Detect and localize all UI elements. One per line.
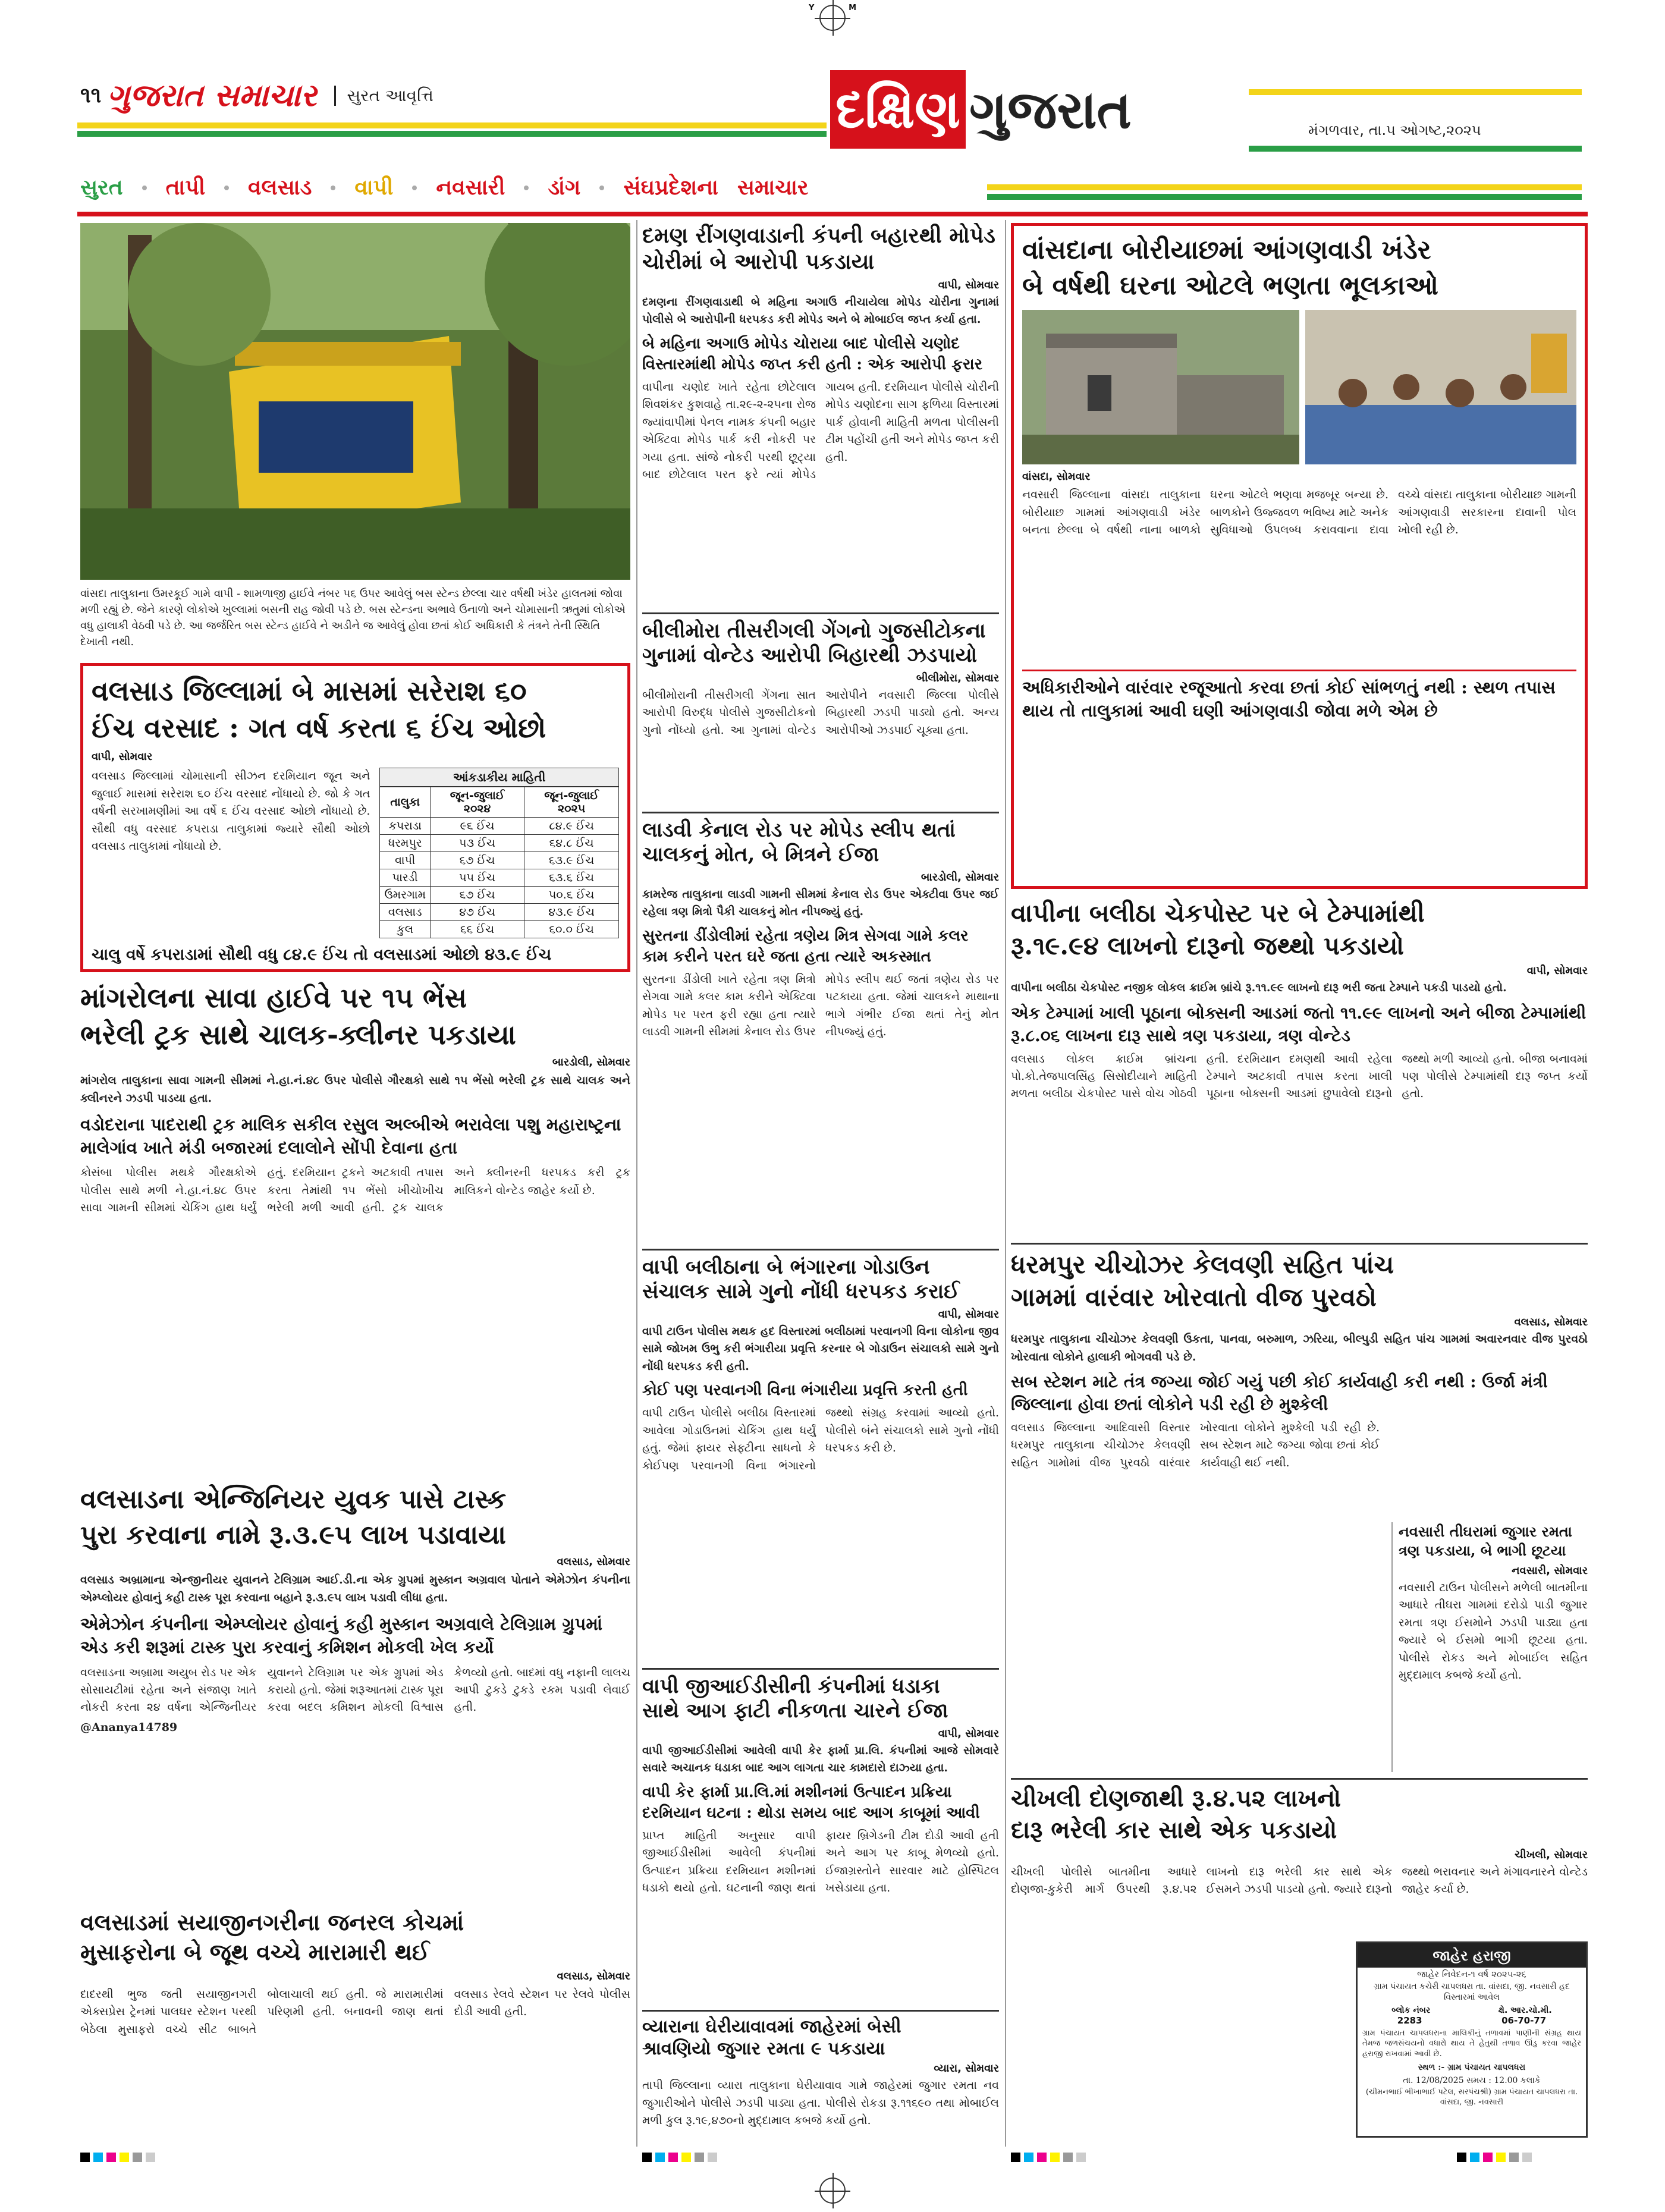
newspaper-logo: ગુજરાત સમાચાર: [107, 77, 317, 114]
anganwadi-photo-children: [1305, 310, 1576, 464]
mangrol-headline-1: માંગરોલના સાવા હાઈવે પર ૧૫ ભેંસ: [80, 982, 467, 1014]
mangrol-lead: માંગરોલ તાલુકાના સાવા ગામની સીમમાં ને.હા.નં.૪૮ ઉપર પોલીસે ગૌરક્ષકો સાથે ૧૫ ભેંસો ભરેલી ટ્રક સાથે ચાલક અને ક્લીનરને ઝડપી પાડયા હતા.: [80, 1074, 630, 1105]
mangrol-subhead: વડોદરાના પાદરાથી ટ્રક માલિક સકીલ રસુલ અલ્બીએ ભરાવેલા પશુ મહારાષ્ટ્રના માલેગાંવ ખાતે મંડી બજારમાં દલાલોને સોંપી દેવાના હતા: [80, 1114, 621, 1158]
vapi-godown-subhead: કોઈ પણ પરવાનગી વિના ભંગારીયા પ્રવૃત્તિ કરતી હતી: [642, 1381, 968, 1400]
nav-item-dang[interactable]: ડાંગ: [548, 175, 581, 200]
chikhli-byline: ચીખલી, સોમવાર: [1515, 1848, 1588, 1861]
valsad-task-story: [80, 1484, 630, 1900]
vapi-godown-headline-1: વાપી બલીઠાના બે ભંગારના ગોડાઉન: [642, 1255, 930, 1279]
gidc-blast-subhead: વાપી કેર ફાર્મા પ્રા.લિ.માં મશીનમાં ઉત્પાદન પ્રક્રિયા દરમિયાન ઘટના : થોડા સમય બાદ આગ કાબૂમાં આવી: [642, 1783, 980, 1822]
vapi-godown-lead: વાપી ટાઉન પોલીસ મથક હદ વિસ્તારમાં બલીઠામાં પરવાનગી વિના લોકોના જીવ સામે જોખમ ઉભુ કરી ભંગારીયા પ્રવૃત્તિ કરનાર બે ગોડાઉન સંચાલકો સામે ગુનો નોંધી ધરપકડ કરી હતી.: [642, 1324, 999, 1373]
color-bar-left: [80, 2153, 155, 2162]
auction-notice: [1356, 1941, 1588, 2138]
vyara-gambling-story: [642, 2010, 999, 2129]
nav-item-news[interactable]: સમાચાર: [737, 175, 809, 200]
auction-col2: ક્ષે. આર.ચો.મી.: [1498, 2005, 1552, 2015]
top-rule-red: [77, 212, 1588, 216]
auction-place: સ્થળ :- ગ્રામ પંચાયત ચાપલધરા: [1418, 2063, 1526, 2073]
gidc-blast-body: પ્રાપ્ત માહિતી અનુસાર વાપી જીઆઈડીસીમાં આવેલી કંપનીમાં ઉત્પાદન પ્રક્રિયા દરમિયાન મશીનમાં ધડાકો થયો હતો. ઘટનાની જાણ થતાં ફાયર બ્રિગેડની ટીમ દોડી આવી હતી અને આગ પર કાબૂ મેળવ્યો હતો. ઈજાગ્રસ્તોને સારવાર માટે હોસ્પિટલ ખસેડાયા હતા.: [642, 1829, 999, 1895]
section-title: ગુજરાત: [969, 78, 1132, 140]
anganwadi-story-box: [1011, 223, 1588, 889]
nav-rule-green: [987, 194, 1582, 200]
table-row: વાપી ૬૭ ઈંચ ૬૩.૯ ઈંચ: [380, 852, 619, 869]
nav-separator: [412, 186, 417, 190]
daman-moped-byline: વાપી, સોમવાર: [938, 278, 999, 291]
mangrol-body: કોસંબા પોલીસ મથકે ગૌરક્ષકોએ પોલીસ સાથે મળી ને.હા.નં.૪૮ ઉપર સાવા ગામની સીમમાં ચેકિંગ હાથ ધર્યું હતું. દરમિયાન ટ્રકને અટકાવી તપાસ કરતા તેમાંથી ૧૫ ભેંસો ખીચોખીચ ભરેલી મળી આવી હતી. ટ્રક ચાલક અને ક્લીનરની ધરપકડ કરી ટ્રક માલિકને વોન્ટેડ જાહેર કર્યો છે.: [80, 1166, 630, 1215]
dharampur-headline-1: ધરમપુર ચીચોઝર કેલવણી સહિત પાંચ: [1011, 1250, 1394, 1279]
nav-item-surat[interactable]: સુરત: [80, 175, 123, 200]
table-row: વલસાડ ૪૭ ઈંચ ૪૩.૯ ઈંચ: [380, 904, 619, 921]
daman-moped-lead: દમણના રીંગણવાડાથી બે મહિના અગાઉ નીચાયેલા મોપેડ ચોરીના ગુનામાં પોલીસે બે આરોપીની ધરપકડ કરી મોપેડ અને બે મોબાઈલ જપ્ત કર્યા હતા.: [642, 295, 999, 326]
gidc-blast-story: [642, 1668, 999, 2007]
masthead-rule-yellow-right: [1249, 89, 1582, 95]
bilimora-byline: બીલીમોરા, સોમવાર: [916, 671, 999, 684]
masthead-rule-yellow: [77, 122, 827, 128]
ladvi-headline: લાડવી કેનાલ રોડ પર મોપેડ સ્લીપ થતાં ચાલકનું મોત, બે મિત્રને ઈજા: [642, 818, 956, 867]
bilimora-body: બીલીમોરાની તીસરીગલી ગેંગના સાત આરોપી વિરુદ્ધ પોલીસે ગુજસીટોકનો ગુનો નોંધ્યો હતો. આ ગુનામાં વોન્ટેડ આરોપીને નવસારી જિલ્લા પોલીસે બિહારથી ઝડપી પાડ્યો હતો. અન્ય આરોપીઓ ઝડપાઈ ચૂક્યા હતા.: [642, 688, 999, 737]
dharampur-byline: વલસાડ, સોમવાર: [1514, 1316, 1588, 1329]
rain-table: [379, 768, 619, 938]
auction-body: ગ્રામ પંચાયત ચાપલધરાના માલિકીનું તળાવમાં પાણીની સંગ્રહ થાય તેમજ જળસંચયનો વધારો થાય તે હેતુથી તળાવ ઊંડુ કરવા જાહેર હરાજી રાખવામાં આવી છે.: [1362, 2028, 1581, 2059]
bus-stand-image: [80, 223, 630, 580]
registration-letters-top: Y M: [809, 4, 856, 12]
rain-headline-1: વલસાડ જિલ્લામાં બે માસમાં સરેરાશ ૬૦: [92, 675, 527, 707]
nav-separator: [331, 186, 335, 190]
chikhli-headline-2: દારૂ ભરેલી કાર સાથે એક પકડાયો: [1011, 1815, 1337, 1844]
ladvi-story: [642, 812, 999, 1246]
bus-fight-story: [80, 1909, 630, 2123]
rain-table-caption: આંકડાકીય માહિતી: [379, 768, 619, 787]
rain-footer: ચાલુ વર્ષે કપરાડામાં સૌથી વધુ ૮૪.૯ ઈંચ તો વલસાડમાં ઓછો ૪૩.૯ ઈંચ: [92, 945, 552, 964]
auction-val2: 06-70-77: [1501, 2015, 1547, 2026]
ladvi-body: સુરતના ડીંડોલી ખાતે રહેતા ત્રણ મિત્રો સેગવા ગામે કલર કામ કરીને એક્ટિવા મોપેડ પર પરત ફરી રહ્યા હતા ત્યારે લાડવી ગામની સીમમાં કેનાલ રોડ ઉપર મોપેડ સ્લીપ થઈ જતાં ત્રણેય રોડ પર પટકાયા હતા. જેમાં ચાલકને માથાના ભાગે ગંભીર ઈજા થતાં તેનું મોત નીપજ્યું હતું.: [642, 973, 999, 1039]
edition-label: સુરત આવૃત્તિ: [334, 86, 433, 106]
liquor-headline-2: રૂ.૧૯.૯૪ લાખનો દારૂનો જથ્થો પકડાયો: [1011, 931, 1404, 961]
valsad-task-subhead: એમેઝોન કંપનીના એમ્પ્લોયર હોવાનું કહી મુસ્કાન અગ્રવાલે ટેલિગ્રામ ગ્રુપમાં એડ કરી શરૂમાં ટાસ્ક પુરા કરવાનું કમિશન મોકલી ખેલ કર્યો: [80, 1614, 602, 1658]
liquor-byline: વાપી, સોમવાર: [1526, 964, 1588, 978]
vapi-godown-headline-2: સંચાલક સામે ગુનો નોંધી ધરપકડ કરાઈ: [642, 1280, 960, 1304]
valsad-task-byline: વલસાડ, સોમવાર: [557, 1556, 630, 1569]
nav-separator: [224, 186, 229, 190]
bus-stand-caption: વાંસદા તાલુકાના ઉમરકૂઈ ગામે વાપી - શામળાજી હાઈવે નંબર ૫૬ ઉપર આવેલું બસ સ્ટેન્ડ છેલ્લા ચાર વર્ષથી ખંડેર હાલતમાં જોવા મળી રહ્યું છે. જેને કારણે લોકોએ ખુલ્લામાં બસની રાહ જોવી પડે છે. બસ સ્ટેન્ડના અભાવે ઉનાળો અને ચોમાસાની ઋતુમાં લોકોએ વધુ હાલાકી વેઠવી પડે છે. આ જર્જરિત બસ સ્ટેન્ડ હાઈવે ને અડીને જ આવેલું હોવા છતાં કોઈ અધિકારી કે તંત્રને તેની સ્થિતિ દેખાતી નથી.: [80, 587, 626, 648]
dharampur-headline-2: ગામમાં વારંવાર ખોરવાતો વીજ પુરવઠો: [1011, 1283, 1377, 1312]
nav-item-navsari[interactable]: નવસારી: [436, 175, 505, 200]
liquor-headline-1: વાપીના બલીઠા ચેકપોસ્ટ પર બે ટેમ્પામાંથી: [1011, 898, 1425, 928]
vyara-gambling-body: તાપી જિલ્લાના વ્યારા તાલુકાના ઘેરીયાવાવ ગામે જાહેરમાં જુગાર રમતા નવ જુગારીઓને પોલીસે ઝડપી પાડ્યા હતા. પોલીસે રોકડા રૂ.૧૧૬૯૦ તથા મોબાઈલ મળી કુલ રૂ.૧૯,૪૭૦નો મુદ્દામાલ કબજે કર્યો હતો.: [642, 2079, 999, 2128]
navsari-gambling-story: [1391, 1522, 1588, 1772]
nav-separator: [142, 186, 147, 190]
gidc-blast-headline-1: વાપી જીઆઈડીસીની કંપનીમાં ધડાકા: [642, 1674, 940, 1698]
masthead-rule-green-right: [1249, 146, 1582, 152]
color-bar-far-right: [1457, 2153, 1532, 2162]
section-title-box: દક્ષિણ: [830, 70, 966, 149]
vyara-gambling-byline: વ્યારા, સોમવાર: [934, 2062, 999, 2075]
table-row: પારડી ૫૫ ઈંચ ૬૩.૬ ઈંચ: [380, 869, 619, 887]
nav-separator: [599, 186, 604, 190]
rain-story-box: [80, 663, 630, 972]
chikhli-story: [1011, 1778, 1588, 1939]
bus-fight-body: દાદરથી ભુજ જતી સયાજીનગરી એક્સપ્રેસ ટ્રેનમાં પાલઘર સ્ટેશન પરથી બેઠેલા મુસાફરો વચ્ચે સીટ બાબતે બોલાચાલી થઈ હતી. જે મારામારીમાં પરિણમી હતી. બનાવની જાણ થતાં વલસાડ રેલવે સ્ટેશન પર રેલવે પોલીસ દોડી આવી હતી.: [80, 1987, 630, 2036]
valsad-task-lead: વલસાડ અબ્રામાના એન્જીનીયર યુવાનને ટેલિગ્રામ આઈ.ડી.ના એક ગ્રુપમાં મુસ્કાન અગ્રવાલ પોતાને એમેઝોન કંપનીના એમ્પ્લોયર હોવાનું કહી ટાસ્ક પૂરા કરવાના બહાને રૂ.૩.૯૫ લાખ પડાવી લીધા હતા.: [80, 1573, 630, 1604]
valsad-task-headline-2: પુરા કરવાના નામે રૂ.૩.૯૫ લાખ પડાવાયા: [80, 1519, 506, 1550]
page-number: ૧૧: [80, 83, 102, 108]
anganwadi-headline-2: બે વર્ષથી ઘરના ઓટલે ભણતા ભૂલકાઓ: [1022, 270, 1438, 301]
gidc-blast-headline-2: સાથે આગ ફાટી નીકળતા ચારને ઈજા: [642, 1699, 948, 1723]
ladvi-subhead: સુરતના ડીંડોલીમાં રહેતા ત્રણેય મિત્ર સેગવા ગામે કલર કામ કરીને પરત ઘરે જતા હતા ત્યારે અકસ્માત: [642, 926, 969, 966]
daman-moped-story: [642, 223, 999, 604]
auction-date: તા. 12/08/2025 સમય : 12.00 કલાકે: [1403, 2075, 1541, 2085]
valsad-task-body: વલસાડના અબ્રામા અયુબ રોડ પર એક સોસાયટીમાં રહેતા અને સંજાણ ખાતે નોકરી કરતા ૨૪ વર્ષના એન્જિનીયર યુવાનને ટેલિગ્રામ પર એક ગ્રુપમાં એડ કરાયો હતો. જેમાં શરૂઆતમાં ટાસ્ક પૂરા કરવા બદલ કમિશન મોકલી વિશ્વાસ કેળવ્યો હતો. બાદમાં વધુ નફાની લાલચ આપી ટુકડે ટુકડે રકમ પડાવી લેવાઈ હતી.: [80, 1666, 630, 1714]
bilimora-story: [642, 612, 999, 809]
bus-fight-headline-2: મુસાફરોના બે જૂથ વચ્ચે મારામારી થઈ: [80, 1938, 430, 1966]
auction-sign: (ચીમનભાઈ ભીખાભાઈ પટેલ, સરપંચશ્રી) ગ્રામ પંચાયત ચાપલધરા તા. વાંસદા, જી. નવસારી: [1365, 2087, 1578, 2107]
bus-fight-byline: વલસાડ, સોમવાર: [557, 1969, 630, 1982]
dharampur-subhead: સબ સ્ટેશન માટે તંત્ર જગ્યા જોઈ ગયું પછી કોઈ કાર્યવાહી કરી નથી : ઉર્જા મંત્રી જિલ્લાના હોવા છતાં લોકોને પડી રહી છે મુશ્કેલી: [1011, 1372, 1548, 1415]
mangrol-story: [80, 981, 630, 1475]
navsari-gambling-headline: નવસારી તીઘરામાં જુગાર રમતા ત્રણ પકડાયા, બે ભાગી છૂટયા: [1399, 1523, 1572, 1560]
nav-item-valsad[interactable]: વલસાડ: [248, 175, 312, 200]
valsad-task-handle: @Ananya14789: [80, 1720, 178, 1734]
nav-rule-yellow: [987, 184, 1582, 190]
rain-headline-2: ઈંચ વરસાદ : ગત વર્ષ કરતા ૬ ઈંચ ઓછો: [92, 712, 546, 744]
valsad-task-headline-1: વલસાડના એન્જિનિયર યુવક પાસે ટાસ્ક: [80, 1484, 507, 1515]
vapi-godown-body: વાપી ટાઉન પોલીસે બલીઠા વિસ્તારમાં આવેલા ગોડાઉનમાં ચેકિંગ હાથ ધર્યું હતું. જેમાં ફાયર સેફ્ટીના સાધનો કે કોઈપણ પરવાનગી વિના ભંગારનો જથ્થો સંગ્રહ કરવામાં આવ્યો હતો. પોલીસે બંને સંચાલકો સામે ગુનો નોંધી ધરપકડ કરી છે.: [642, 1406, 999, 1472]
bus-stand-photo: [80, 223, 630, 580]
gidc-blast-byline: વાપી, સોમવાર: [938, 1727, 999, 1740]
anganwadi-photo-building: [1022, 310, 1299, 464]
auction-line1: જાહેર નિવેદન-૧ વર્ષ ૨૦૨૫-૨૬: [1417, 1969, 1526, 1980]
registration-mark-bottom: [819, 2178, 846, 2204]
daman-moped-subhead: બે મહિના અગાઉ મોપેડ ચોરાયા બાદ પોલીસે ચણોદ વિસ્તારમાંથી મોપેડ જપ્ત કરી હતી : એક આરોપી ફરાર: [642, 334, 983, 373]
auction-col1: બ્લોક નંબર: [1391, 2005, 1431, 2015]
rain-body: વલસાડ જિલ્લામાં ચોમાસાની સીઝન દરમિયાન જૂન અને જુલાઈ માસમાં સરેરાશ ૬૦ ઈંચ વરસાદ નોંધાયો છે. જો કે ગત વર્ષની સરખામણીમાં આ વર્ષે ૬ ઈંચ વરસાદ ઓછો નોંધાયો છે. સૌથી વધુ વરસાદ કપરાડા તાલુકામાં જ્યારે સૌથી ઓછો વલસાડ તાલુકામાં નોંધાયો છે.: [92, 769, 370, 853]
nav-item-sangh[interactable]: સંઘપ્રદેશના: [623, 175, 718, 200]
nav-separator: [524, 186, 529, 190]
ladvi-byline: બારડોલી, સોમવાર: [921, 871, 999, 884]
column-rule: [636, 220, 637, 2147]
auction-line2: ગ્રામ પંચાયત કચેરી ચાપલધરા તા. વાંસદા, જી. નવસારી હદ વિસ્તારમાં આવેલ: [1374, 1982, 1570, 2003]
chikhli-body: ચીખલી પોલીસે બાતમીના આધારે દોણજા-કુકેરી માર્ગ ઉપરથી રૂ.૪.૫૨ લાખનો દારૂ ભરેલી કાર સાથે એક ઈસમને ઝડપી પાડયો હતો. જ્યારે દારૂનો જથ્થો ભરાવનાર અને મંગાવનારને વોન્ટેડ જાહેર કર્યા છે.: [1011, 1865, 1588, 1896]
auction-title: જાહેર હરાજી: [1358, 1943, 1586, 1968]
dateline: મંગળવાર, તા.૫ ઓગષ્ટ,૨૦૨૫: [1308, 122, 1481, 139]
ladvi-lead: કામરેજ તાલુકાના લાડવી ગામની સીમમાં કેનાલ રોડ ઉપર એક્ટીવા ઉપર જઈ રહેલા ત્રણ મિત્રો પૈકી ચાલકનું મોત નીપજ્યું હતું.: [642, 887, 999, 919]
district-nav: [80, 175, 809, 200]
column-rule: [1005, 220, 1006, 2147]
rain-table-header: તાલુકા: [380, 787, 431, 818]
table-row: કુલ ૬૬ ઈંચ ૬૦.૦ ઈંચ: [380, 921, 619, 938]
vyara-gambling-headline-1: વ્યારાના ઘેરીયાવાવમાં જાહેરમાં બેસી: [642, 2016, 901, 2037]
anganwadi-byline: વાંસદા, સોમવાર: [1022, 470, 1091, 483]
rain-byline: વાપી, સોમવાર: [92, 750, 153, 763]
dharampur-body: વલસાડ જિલ્લાના આદિવાસી વિસ્તાર ધરમપુર તાલુકાના ચીચોઝર કેલવણી સહિત ગામોમાં વીજ પુરવઠો વારંવાર ખોરવાતા લોકોને મુશ્કેલી પડી રહી છે. સબ સ્ટેશન માટે જગ્યા જોવા છતાં કોઈ કાર્યવાહી થઈ નથી.: [1011, 1421, 1380, 1469]
anganwadi-headline-1: વાંસદાના બોરીયાછમાં આંગણવાડી ખંડેર: [1022, 235, 1431, 265]
auction-val1: 2283: [1397, 2015, 1422, 2026]
color-bar-right: [1011, 2153, 1086, 2162]
rain-table-header: જૂન-જુલાઈ ૨૦૨૫: [524, 787, 619, 818]
masthead-left: [80, 76, 433, 115]
vapi-godown-byline: વાપી, સોમવાર: [938, 1308, 999, 1321]
liquor-subhead: એક ટેમ્પામાં ખાલી પૂઠાના બોક્સની આડમાં જતો ૧૧.૯૯ લાખનો અને બીજા ટેમ્પામાંથી રૂ.૮.૦૬ લાખના દારૂ સાથે ત્રણ પકડાયા, ત્રણ વોન્ટેડ: [1011, 1003, 1587, 1045]
liquor-body: વલસાડ લોકલ ક્રાઈમ બ્રાંચના પો.કો.તેજપાલસિંહ સિસોદીયાને માહિતી મળતા બલીઠા ચેકપોસ્ટ પાસે વોચ ગોઠવી હતી. દરમિયાન દમણથી આવી રહેલા ટેમ્પાને અટકાવી તપાસ કરતા ખાલી પૂઠાના બોક્સની આડમાં છુપાવેલો દારૂનો જથ્થો મળી આવ્યો હતો. બીજા બનાવમાં પણ પોલીસે ટેમ્પામાંથી દારૂ જપ્ત કર્યો હતો.: [1011, 1052, 1588, 1101]
gidc-blast-lead: વાપી જીઆઈડીસીમાં આવેલી વાપી કેર ફાર્મા પ્રા.લિ. કંપનીમાં આજે સોમવારે સવારે અચાનક ધડાકા બાદ આગ લાગતા ચાર કામદારો દાઝ્યા હતા.: [642, 1743, 999, 1775]
table-row: કપરાડા ૯૬ ઈંચ ૮૪.૯ ઈંચ: [380, 818, 619, 835]
table-row: ધરમપુર ૫૩ ઈંચ ૬૪.૮ ઈંચ: [380, 835, 619, 852]
vyara-gambling-headline-2: શ્રાવણિયો જુગાર રમતા ૯ પકડાયા: [642, 2038, 885, 2059]
liquor-lead: વાપીના બલીઠા ચેકપોસ્ટ નજીક લોકલ ક્રાઈમ બ્રાંચે રૂ.૧૧.૯૯ લાખનો દારૂ ભરી જતા ટેમ્પાને પકડી પાડયો હતો.: [1011, 981, 1507, 995]
daman-moped-headline: દમણ રીંગણવાડાની કંપની બહારથી મોપેડ ચોરીમાં બે આરોપી પકડાયા: [642, 223, 995, 274]
bilimora-headline: બીલીમોરા તીસરીગલી ગેંગનો ગુજસીટોકના ગુનામાં વોન્ટેડ આરોપી બિહારથી ઝડપાયો: [642, 619, 986, 668]
table-row: ઉમરગામ ૬૭ ઈંચ ૫૦.૬ ઈંચ: [380, 887, 619, 904]
bus-fight-headline-1: વલસાડમાં સયાજીનગરીના જનરલ કોચમાં: [80, 1909, 464, 1936]
nav-item-vapi[interactable]: વાપી: [354, 175, 394, 200]
anganwadi-highlight: અધિકારીઓને વારંવાર રજૂઆતો કરવા છતાં કોઈ સાંભળતું નથી : સ્થળ તપાસ થાય તો તાલુકામાં આવી ઘણી આંગણવાડી જોવા મળે એમ છે: [1022, 670, 1576, 722]
color-bar-center: [642, 2153, 717, 2162]
mangrol-byline: બારડોલી, સોમવાર: [552, 1056, 630, 1069]
navsari-gambling-byline: નવસારી, સોમવાર: [1512, 1564, 1588, 1577]
daman-moped-body: વાપીના ચણોદ ખાતે રહેતા છોટેલાલ શિવશંકર કુશવાહે તા.૨૯-૨-૨૫ના રોજ જ્યાંવાપીમાં પેનલ નામક કંપની બહાર એક્ટિવા મોપેડ પાર્ક કરી નોકરી પર ગયા હતા. સાંજે નોકરી પરથી છૂટ્યા બાદ છોટેલાલ પરત ફરે ત્યાં મોપેડ ગાયબ હતી. દરમિયાન પોલીસે ચોરીની મોપેડ ચણોદના સાગ ફળિયા વિસ્તારમાં પાર્ક હોવાની માહિતી મળતા પોલીસની ટીમ પહોંચી હતી અને મોપેડ જપ્ત કરી હતી.: [642, 380, 999, 482]
anganwadi-body: નવસારી જિલ્લાના વાંસદા તાલુકાના બોરીયાછ ગામમાં આંગણવાડી ખંડેર બનતા છેલ્લા બે વર્ષથી નાના બાળકો ઘરના ઓટલે ભણવા મજબૂર બન્યા છે. બાળકોને ઉજ્જવળ ભવિષ્ય માટે અનેક સુવિધાઓ ઉપલબ્ધ કરાવવાના દાવા વચ્ચે વાંસદા તાલુકાના બોરીયાછ ગામની આંગણવાડી સરકારના દાવાની પોલ ખોલી રહી છે.: [1022, 488, 1576, 537]
dharampur-lead: ધરમપુર તાલુકાના ચીચોઝર કેલવણી ઉકતા, પાનવા, બરુમાળ, ઝરિયા, બીલ્પુડી સહિત પાંચ ગામમાં અવારનવાર વીજ પુરવઠો ખોરવાતા લોકોને હાલાકી ભોગવવી પડે છે.: [1011, 1333, 1588, 1363]
liquor-story: [1011, 898, 1588, 1231]
masthead-rule-green: [77, 131, 827, 137]
rain-table-header: જૂન-જુલાઈ ૨૦૨૪: [430, 787, 524, 818]
navsari-gambling-body: નવસારી ટાઉન પોલીસને મળેલી બાતમીના આધારે તીઘરા ગામમાં દરોડો પાડી જુગાર રમતા ત્રણ ઈસમોને ઝડપી પાડ્યા હતા જ્યારે બે ઈસમો ભાગી છૂટયા હતા. પોલીસે રોકડ અને મોબાઈલ સહિત મુદ્દામાલ કબજે કર્યો હતો.: [1399, 1581, 1588, 1682]
vapi-godown-story: [642, 1249, 999, 1666]
chikhli-headline-1: ચીખલી દોણજાથી રૂ.૪.૫૨ લાખનો: [1011, 1784, 1341, 1812]
mangrol-headline-2: ભરેલી ટ્રક સાથે ચાલક-ક્લીનર પકડાયા: [80, 1019, 516, 1051]
nav-item-tapi[interactable]: તાપી: [165, 175, 205, 200]
